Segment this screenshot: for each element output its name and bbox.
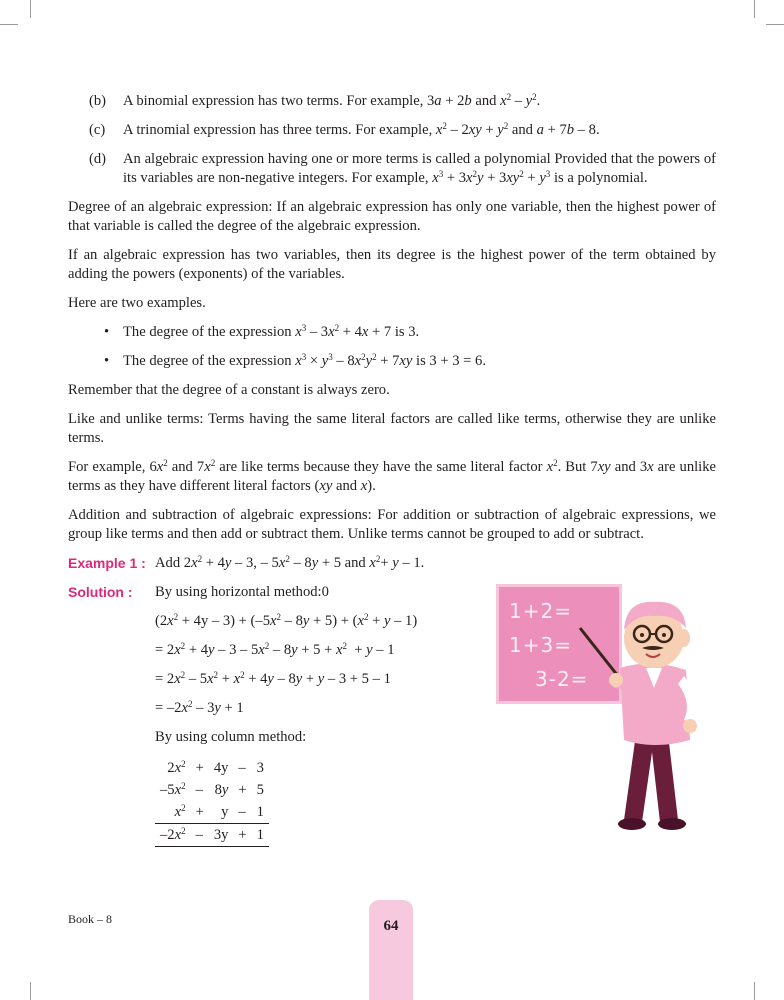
- example-1: [68, 554, 716, 573]
- bullet-dot-icon: •: [104, 353, 110, 369]
- table-row: [155, 757, 269, 779]
- table-cell: y: [209, 801, 234, 824]
- book-label: Book – 8: [68, 912, 113, 926]
- list-item-text: An algebraic expression having one or more terms is called a polynomial Provided that the powers of its variables are non-negative integers. For example, $x^3 + 3x^2y + 3xy^2 + y^3$ is a polynomial.: [123, 151, 716, 186]
- bullet-item: [68, 323, 716, 342]
- crop-mark: [754, 0, 755, 18]
- bullet-dot-icon: •: [104, 324, 110, 340]
- table-cell: 3: [256, 759, 264, 776]
- table-cell: $x^2$: [155, 801, 191, 824]
- table-cell: +: [195, 759, 204, 776]
- table-cell: 4y: [213, 759, 229, 776]
- list-item-label: (b): [89, 93, 107, 109]
- table-cell: 5: [256, 781, 264, 798]
- teacher-figure-icon: [496, 584, 726, 834]
- paragraph-like-terms-example: For example, $6x^2$ and $7x^2$ are like terms because they have the same literal factor $x^2$. But 7xy and 3x are unlike terms as they have different literal factors (xy and x).: [68, 458, 717, 494]
- table-cell: $2x^2$: [167, 758, 186, 776]
- table-cell: +: [233, 824, 251, 847]
- paragraph-like-terms: Like and unlike terms: Terms having the same literal factors are called like terms, otherwise they are unlike terms.: [68, 411, 716, 446]
- crop-mark: [30, 0, 31, 18]
- list-item: [68, 150, 716, 188]
- list-item-label: (d): [89, 151, 107, 167]
- bullet-item: [68, 352, 716, 371]
- bullet-text: The degree of the expression $x^3 \times y^3 - 8x^2y^2 + 7xy$ is 3 + 3 = 6.: [123, 352, 486, 369]
- page-number-tab: [369, 900, 413, 1000]
- board-line: 3-2=: [535, 667, 589, 691]
- table-cell: –: [233, 801, 251, 824]
- list-item-label: (c): [89, 122, 106, 138]
- column-method-table: [155, 757, 269, 847]
- table-cell: $-5x^2$: [160, 780, 186, 798]
- solution-step: = $-2x^2 - 3y + 1$: [155, 699, 244, 716]
- table-row: [155, 824, 269, 847]
- example-text: Add $2x^2 + 4y - 3$, – $5x^2 - 8y + 5$ and $x^2+ y - 1$.: [155, 554, 425, 571]
- board-line: 1+2=: [509, 599, 572, 623]
- example-label: Example 1 :: [68, 555, 146, 571]
- paragraph-examples-intro: Here are two examples.: [68, 295, 206, 311]
- table-cell: –: [195, 781, 203, 798]
- table-cell: –: [238, 759, 246, 776]
- table-row: [155, 801, 269, 824]
- crop-mark: [754, 982, 755, 1000]
- paragraph-degree-definition: Degree of an algebraic expression: If an algebraic expression has only one variable, then the highest power of that variable is called the degree of the algebraic expression.: [68, 199, 716, 234]
- table-cell: 8y: [214, 781, 229, 798]
- table-cell: 1: [252, 824, 269, 847]
- list-item: [68, 121, 716, 140]
- paragraph-two-variables: If an algebraic expression has two variables, then its degree is the highest power of the term obtained by adding the powers (exponents) of the variables.: [68, 247, 716, 282]
- crop-mark: [0, 24, 18, 25]
- crop-mark: [30, 982, 31, 1000]
- solution-step: = $2x^2 - 5x^2 + x^2 + 4y - 8y + y - 3 + 5 - 1$: [155, 670, 391, 687]
- paragraph-constant-degree: Remember that the degree of a constant is always zero.: [68, 382, 390, 398]
- table-cell: $-2x^2$: [155, 824, 191, 847]
- solution-intro: By using horizontal method:0: [155, 584, 329, 600]
- solution-step: = $2x^2 + 4y - 3 - 5x^2 - 8y + 5 + x^2 + y - 1$: [155, 641, 395, 658]
- solution-label: Solution :: [68, 584, 133, 600]
- table-cell: +: [238, 781, 247, 798]
- table-row: [155, 779, 269, 801]
- list-item-text: A binomial expression has two terms. For example, 3a + 2b and $x^2 - y^2$.: [123, 92, 541, 109]
- table-cell: 1: [252, 801, 269, 824]
- bullet-text: The degree of the expression $x^3 - 3x^2 + 4x + 7$ is 3.: [123, 323, 420, 340]
- term-type-list: [68, 92, 716, 188]
- list-item: [68, 92, 716, 111]
- table-cell: –: [191, 824, 209, 847]
- crop-mark: [766, 24, 784, 25]
- paragraph-addition-subtraction: Addition and subtraction of algebraic expressions: For addition or subtraction of algebraic expressions, we group like terms and then add or subtract them. Unlike terms cannot be grouped to add or subtract.: [68, 507, 716, 542]
- list-item-text: A trinomial expression has three terms. For example, $x^2 - 2xy + y^2$ and a + 7b – 8.: [123, 121, 600, 138]
- solution-step: $(2x^2 + 4y - 3) + (-5x^2 - 8y + 5) + (x^2 + y - 1)$: [155, 612, 418, 629]
- page-number: 64: [383, 918, 399, 934]
- table-cell: +: [191, 801, 209, 824]
- table-cell: 3y: [209, 824, 234, 847]
- column-method-intro: By using column method:: [155, 729, 307, 745]
- teacher-illustration: [496, 584, 726, 834]
- board-line: 1+3=: [509, 633, 572, 657]
